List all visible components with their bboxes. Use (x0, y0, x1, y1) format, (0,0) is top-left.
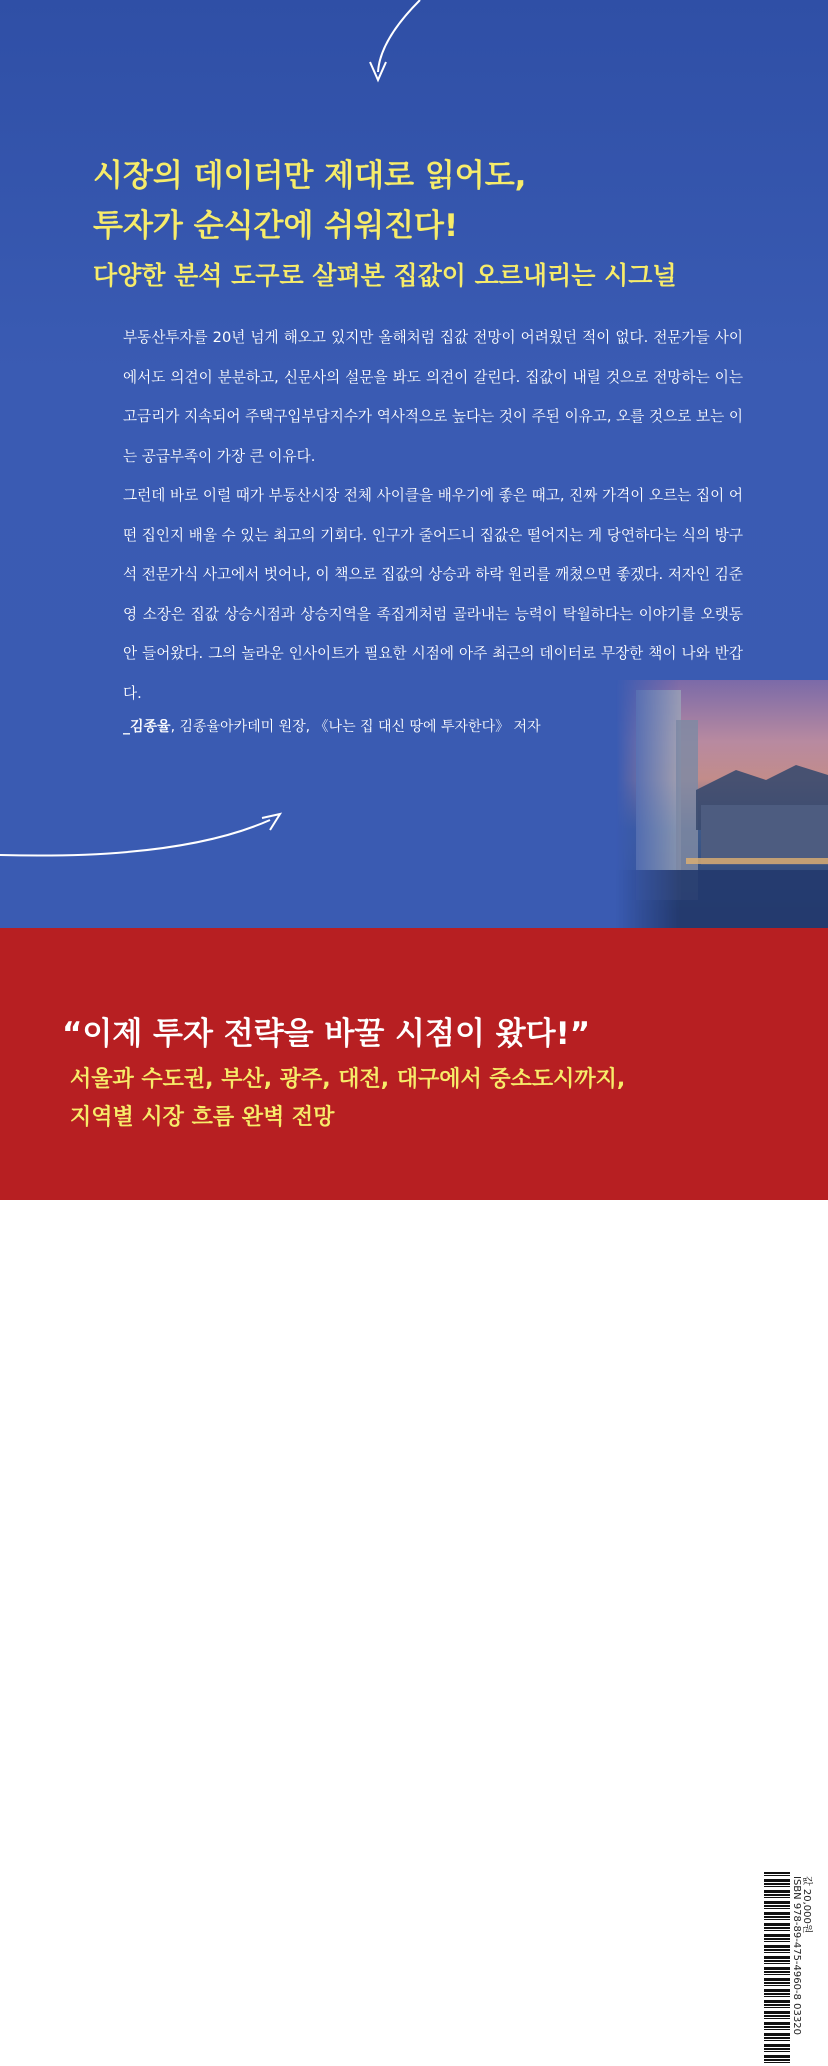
top-blue-panel (0, 0, 828, 928)
headline-line-2: 투자가 순식간에 쉬워진다! (93, 208, 459, 244)
skyline-shapes (616, 680, 828, 928)
bottom-arc-line (0, 820, 270, 856)
author-name: _김종율 (123, 719, 171, 735)
bridge (686, 858, 828, 864)
endorsement-paragraph-1: 부동산투자를 20년 넘게 해오고 있지만 올해처럼 집값 전망이 어려웠던 적이 없다. 전문가들 사이에서도 의견이 분분하고, 신문사의 설문을 봐도 의견이 갈린다. 집값이 내릴 것으로 전망하는 이는 고금리가 지속되어 주택구입부담지수가 역사적으로 높다는 것이 주된 이유고, 오를 것으로 보는 이는 공급부족이 가장 큰 이유다. (123, 329, 743, 465)
endorsement-paragraph-2: 그런데 바로 이럴 때가 부동산시장 전체 사이클을 배우기에 좋은 때고, 진짜 가격이 오르는 집이 어떤 집인지 배울 수 있는 최고의 기회다. 인구가 줄어드니 집값은 떨어지는 게 당연하다는 식의 방구석 전문가식 사고에서 벗어나, 이 책으로 집값의 상승과 하락 원리를 깨쳤으면 좋겠다. 저자인 김준영 소장은 집값 상승시점과 상승지역을 족집게처럼 골라내는 능력이 탁월하다는 이야기를 오랫동안 들어왔다. 그의 놀라운 인사이트가 필요한 시점에 아주 최근의 데이터로 무장한 책이 나와 반갑다. (123, 487, 743, 702)
headline-line-1: 시장의 데이터만 제대로 읽어도, (93, 158, 527, 194)
barcode (762, 1870, 822, 2066)
bottom-line-2: 지역별 시장 흐름 완벽 전망 (70, 1105, 335, 1130)
buildings (701, 805, 828, 865)
tower-left (636, 690, 681, 900)
water (616, 870, 828, 928)
bottom-line-1: 서울과 수도권, 부산, 광주, 대전, 대구에서 중소도시까지, (70, 1067, 626, 1092)
barcode-bars (764, 1872, 790, 2064)
price-text: 값 20,000원 (801, 1876, 812, 1934)
city-skyline-image (616, 680, 828, 928)
isbn-text: ISBN 978-89-475-4960-8 03320 (791, 1876, 802, 2035)
endorsement-text (123, 318, 743, 713)
headline-subtitle: 다양한 분석 도구로 살펴본 집값이 오르내리는 시그널 (93, 261, 677, 290)
top-arc-line (378, 0, 420, 72)
author-description: , 김종율아카데미 원장, 《나는 집 대신 땅에 투자한다》 저자 (170, 719, 541, 735)
bottom-quote: “이제 투자 전략을 바꿀 시점이 왔다!” (62, 1016, 591, 1052)
endorsement-signature (123, 716, 541, 736)
